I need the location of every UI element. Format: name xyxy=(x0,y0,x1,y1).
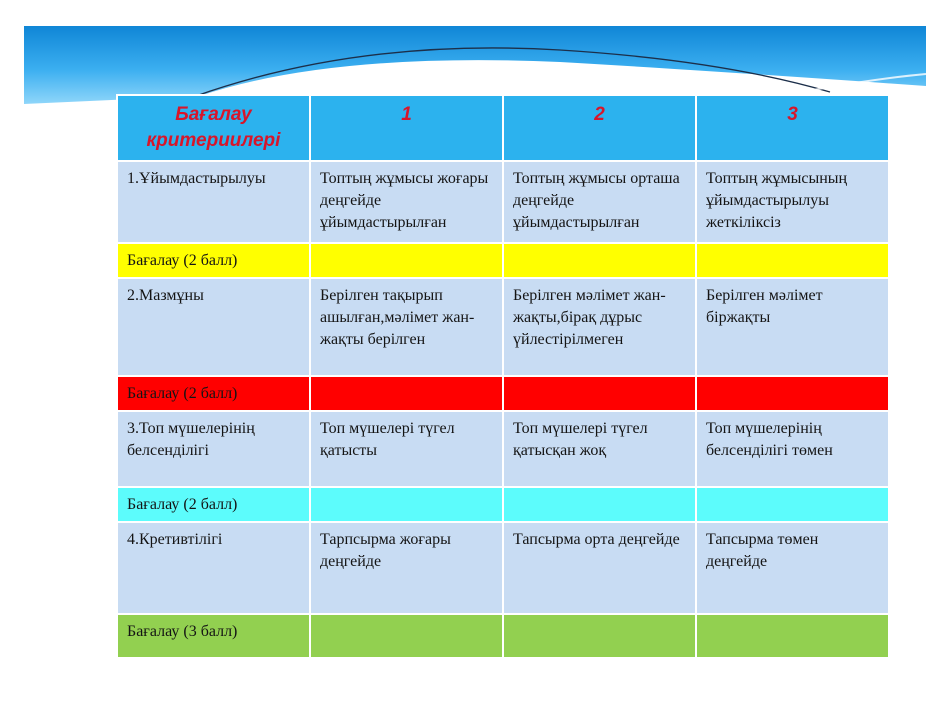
score-cell xyxy=(503,376,696,411)
score-label: Бағалау (2 балл) xyxy=(117,243,310,278)
score-label: Бағалау (2 балл) xyxy=(117,487,310,522)
criterion-level-2: Берілген мәлімет жан-жақты,бірақ дұрыс үйлестірілмеген xyxy=(503,278,696,376)
criterion-level-1: Топ мүшелері түгел қатысты xyxy=(310,411,503,487)
criterion-level-1: Берілген тақырып ашылған,мәлімет жан-жақты берілген xyxy=(310,278,503,376)
criterion-level-3: Тапсырма төмен деңгейде xyxy=(696,522,889,614)
score-cell xyxy=(503,487,696,522)
score-cell xyxy=(696,376,889,411)
score-cell xyxy=(503,614,696,658)
criterion-row xyxy=(117,161,889,243)
criterion-name: 3.Топ мүшелерінің белсенділігі xyxy=(117,411,310,487)
score-cell xyxy=(696,614,889,658)
criterion-level-3: Топтың жұмысының ұйымдастырылуы жеткіліксіз xyxy=(696,161,889,243)
criterion-level-3: Топ мүшелерінің белсенділігі төмен xyxy=(696,411,889,487)
score-row xyxy=(117,487,889,522)
criterion-level-3: Берілген мәлімет біржақты xyxy=(696,278,889,376)
criterion-level-2: Топ мүшелері түгел қатысқан жоқ xyxy=(503,411,696,487)
header-level-1: 1 xyxy=(310,95,503,161)
score-cell xyxy=(696,487,889,522)
criterion-name: 2.Мазмұны xyxy=(117,278,310,376)
score-row xyxy=(117,614,889,658)
score-label: Бағалау (2 балл) xyxy=(117,376,310,411)
score-cell xyxy=(696,243,889,278)
score-cell xyxy=(310,487,503,522)
banner-arc xyxy=(196,48,830,96)
score-row xyxy=(117,243,889,278)
criterion-level-2: Топтың жұмысы орташа деңгейде ұйымдастырылған xyxy=(503,161,696,243)
header-level-3: 3 xyxy=(696,95,889,161)
score-row xyxy=(117,376,889,411)
criterion-row xyxy=(117,522,889,614)
header-level-2: 2 xyxy=(503,95,696,161)
criterion-name: 4.Кретивтілігі xyxy=(117,522,310,614)
score-cell xyxy=(310,376,503,411)
criterion-level-2: Тапсырма орта деңгейде xyxy=(503,522,696,614)
criterion-row xyxy=(117,411,889,487)
header-criteria: Бағалау критериилері xyxy=(117,95,310,161)
criterion-level-1: Топтың жұмысы жоғары деңгейде ұйымдастырылған xyxy=(310,161,503,243)
rubric-table xyxy=(116,94,890,659)
criterion-level-1: Тарпсырма жоғары деңгейде xyxy=(310,522,503,614)
score-cell xyxy=(310,614,503,658)
score-cell xyxy=(503,243,696,278)
header-row xyxy=(117,95,889,161)
banner-shape xyxy=(24,26,926,104)
score-cell xyxy=(310,243,503,278)
criterion-name: 1.Ұйымдастырылуы xyxy=(117,161,310,243)
score-label: Бағалау (3 балл) xyxy=(117,614,310,658)
criterion-row xyxy=(117,278,889,376)
